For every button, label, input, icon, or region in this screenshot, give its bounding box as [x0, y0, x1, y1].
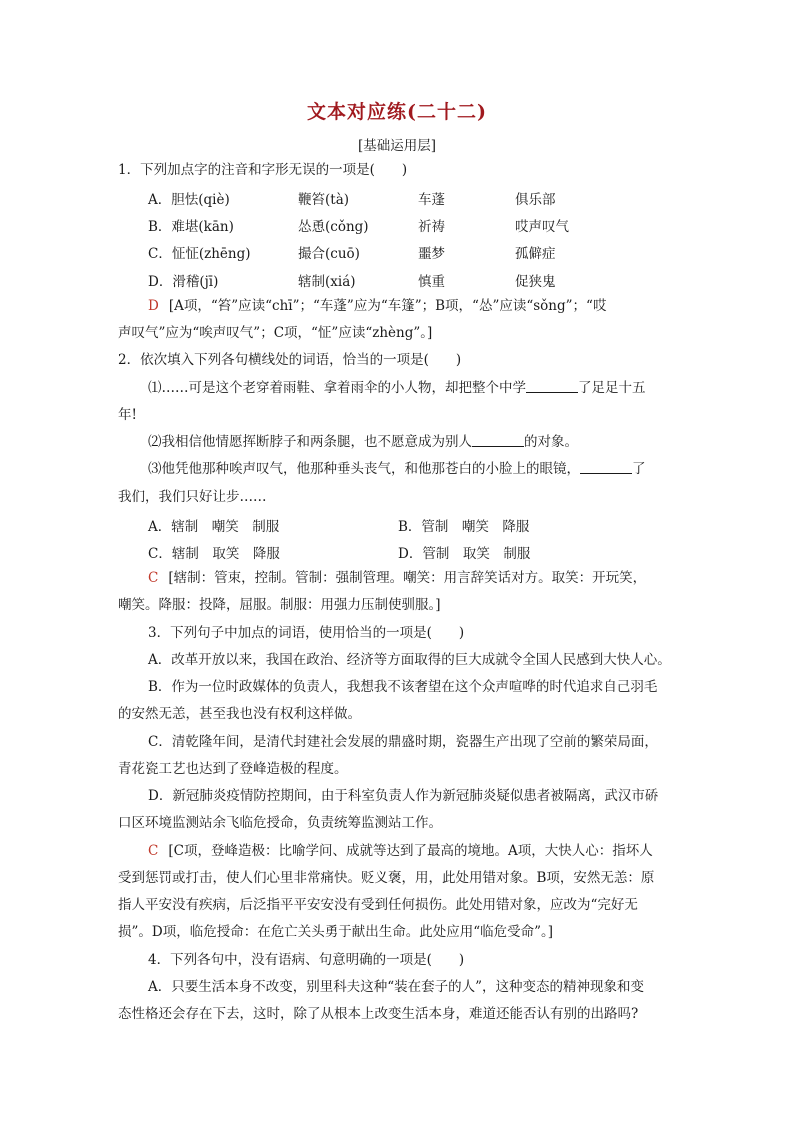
- fill-blank: [580, 461, 632, 474]
- explanation-text: [C项，登峰造极：比喻学问、成就等达到了最高的境地。A项，大快人心：指坏人: [168, 843, 653, 859]
- q1-word: 祈祷: [418, 219, 445, 235]
- question-1-stem: 1．下列加点字的注音和字形无误的一项是( ): [118, 162, 408, 178]
- q4-option-a-cont: 态性格还会存在下去，这时，除了从根本上改变生活本身，难道还能否认有别的出路吗?: [118, 1006, 639, 1022]
- page-title: 文本对应练(二十二): [307, 101, 487, 123]
- q3-option-c-cont: 青花瓷工艺也达到了登峰造极的程度。: [118, 761, 348, 777]
- q1-option-d: D．滑稽(jī): [148, 274, 219, 290]
- q1-word: 辖制(xiá): [298, 274, 356, 290]
- q3-option-a: A．改革开放以来，我国在政治、经济等方面取得的巨大成就令全国人民感到大快人心。: [148, 652, 671, 668]
- q1-word: 促狭鬼: [515, 274, 556, 290]
- q3-option-d-cont: 口区环境监测站余飞临危授命，负责统筹监测站工作。: [118, 815, 442, 831]
- q4-option-a: A．只要生活本身不改变，别里科夫这种“装在套子的人”，这种变态的精神现象和变: [148, 979, 645, 995]
- q3-explanation-cont: 受到惩罚或打击，使人们心里非常痛快。贬义褒，用，此处用错对象。B项，安然无恙：原: [118, 870, 655, 886]
- question-2-stem: 2．依次填入下列各句横线处的词语，恰当的一项是( ): [118, 352, 462, 368]
- answer-letter: C: [148, 570, 159, 586]
- answer-letter: D: [148, 298, 159, 314]
- q1-word: 鞭笞(tà): [298, 192, 350, 208]
- question-3-stem: 3．下列句子中加点的词语，使用恰当的一项是( ): [148, 625, 465, 641]
- q1-explanation: [148, 297, 678, 315]
- fill-blank: [472, 434, 524, 447]
- q1-word: 车蓬: [418, 192, 445, 208]
- q1-option-b: B．难堪(kān): [148, 219, 234, 235]
- fill-blank: [526, 380, 578, 393]
- section-label: [基础运用层]: [357, 138, 437, 154]
- q1-word: 哎声叹气: [515, 219, 569, 235]
- q2-sentence-1-cont: 年!: [118, 407, 137, 423]
- q3-explanation: [148, 842, 678, 860]
- answer-letter: C: [148, 843, 159, 859]
- q1-word: 撮合(cuō): [298, 246, 360, 262]
- q1-word: 怂恿(cǒng): [298, 219, 369, 235]
- q1-word: 噩梦: [418, 246, 445, 262]
- q3-explanation-cont: 损”。D项，临危授命：在危亡关头勇于献出生命。此处应用“临危受命”。]: [118, 924, 554, 940]
- q1-explanation-cont: 声叹气”应为“唉声叹气”；C项，“怔”应读“zhèng”。]: [118, 325, 433, 341]
- q2-sentence-1: ⑴……可是这个老穿着雨鞋、拿着雨伞的小人物，却把整个中学 了足足十五: [148, 380, 646, 396]
- q2-option-b: B．管制 嘲笑 降服: [398, 519, 530, 535]
- q3-option-d: D．新冠肺炎疫情防控期间，由于科室负责人作为新冠肺炎疑似患者被隔离，武汉市硚: [148, 788, 659, 804]
- explanation-text: [A项，“笞”应读“chī”；“车蓬”应为“车篷”；B项，“怂”应读“sǒng”；“哎: [168, 298, 607, 314]
- q2-option-d: D．管制 取笑 制服: [398, 546, 531, 562]
- q2-sentence-3-cont: 我们，我们只好让步……: [118, 489, 267, 505]
- q2-explanation: [148, 569, 678, 587]
- q2-sentence-2: ⑵我相信他情愿挥断脖子和两条腿，也不愿意成为别人 的对象。: [148, 434, 578, 450]
- q1-word: 俱乐部: [515, 192, 556, 208]
- q1-word: 孤僻症: [515, 246, 556, 262]
- q2-option-c: C．辖制 取笑 降服: [148, 546, 280, 562]
- q2-option-a: A．辖制 嘲笑 制服: [148, 519, 280, 535]
- q2-explanation-cont: 嘲笑。降服：投降，屈服。制服：用强力压制使驯服。]: [118, 597, 441, 613]
- q1-word: 慎重: [418, 274, 445, 290]
- explanation-text: [辖制：管束，控制。管制：强制管理。嘲笑：用言辞笑话对方。取笑：开玩笑，: [168, 570, 647, 586]
- q3-option-b-cont: 的安然无恙，甚至我也没有权利这样做。: [118, 706, 361, 722]
- q2-sentence-3: ⑶他凭他那种唉声叹气，他那种垂头丧气，和他那苍白的小脸上的眼镜， 了: [148, 461, 646, 477]
- q1-option-c: C．怔怔(zhēng): [148, 246, 251, 262]
- q1-option-a: A．胆怯(qiè): [148, 192, 230, 208]
- q3-explanation-cont: 指人平安没有疾病，后泛指平平安安没有受到任何损伤。此处用错对象，应改为“完好无: [118, 897, 638, 913]
- q3-option-b: B．作为一位时政媒体的负责人，我想我不该奢望在这个众声喧哗的时代追求自己羽毛: [148, 679, 658, 695]
- question-4-stem: 4．下列各句中，没有语病、句意明确的一项是( ): [148, 952, 465, 968]
- q3-option-c: C．清乾隆年间，是清代封建社会发展的鼎盛时期，瓷器生产出现了空前的繁荣局面，: [148, 734, 658, 750]
